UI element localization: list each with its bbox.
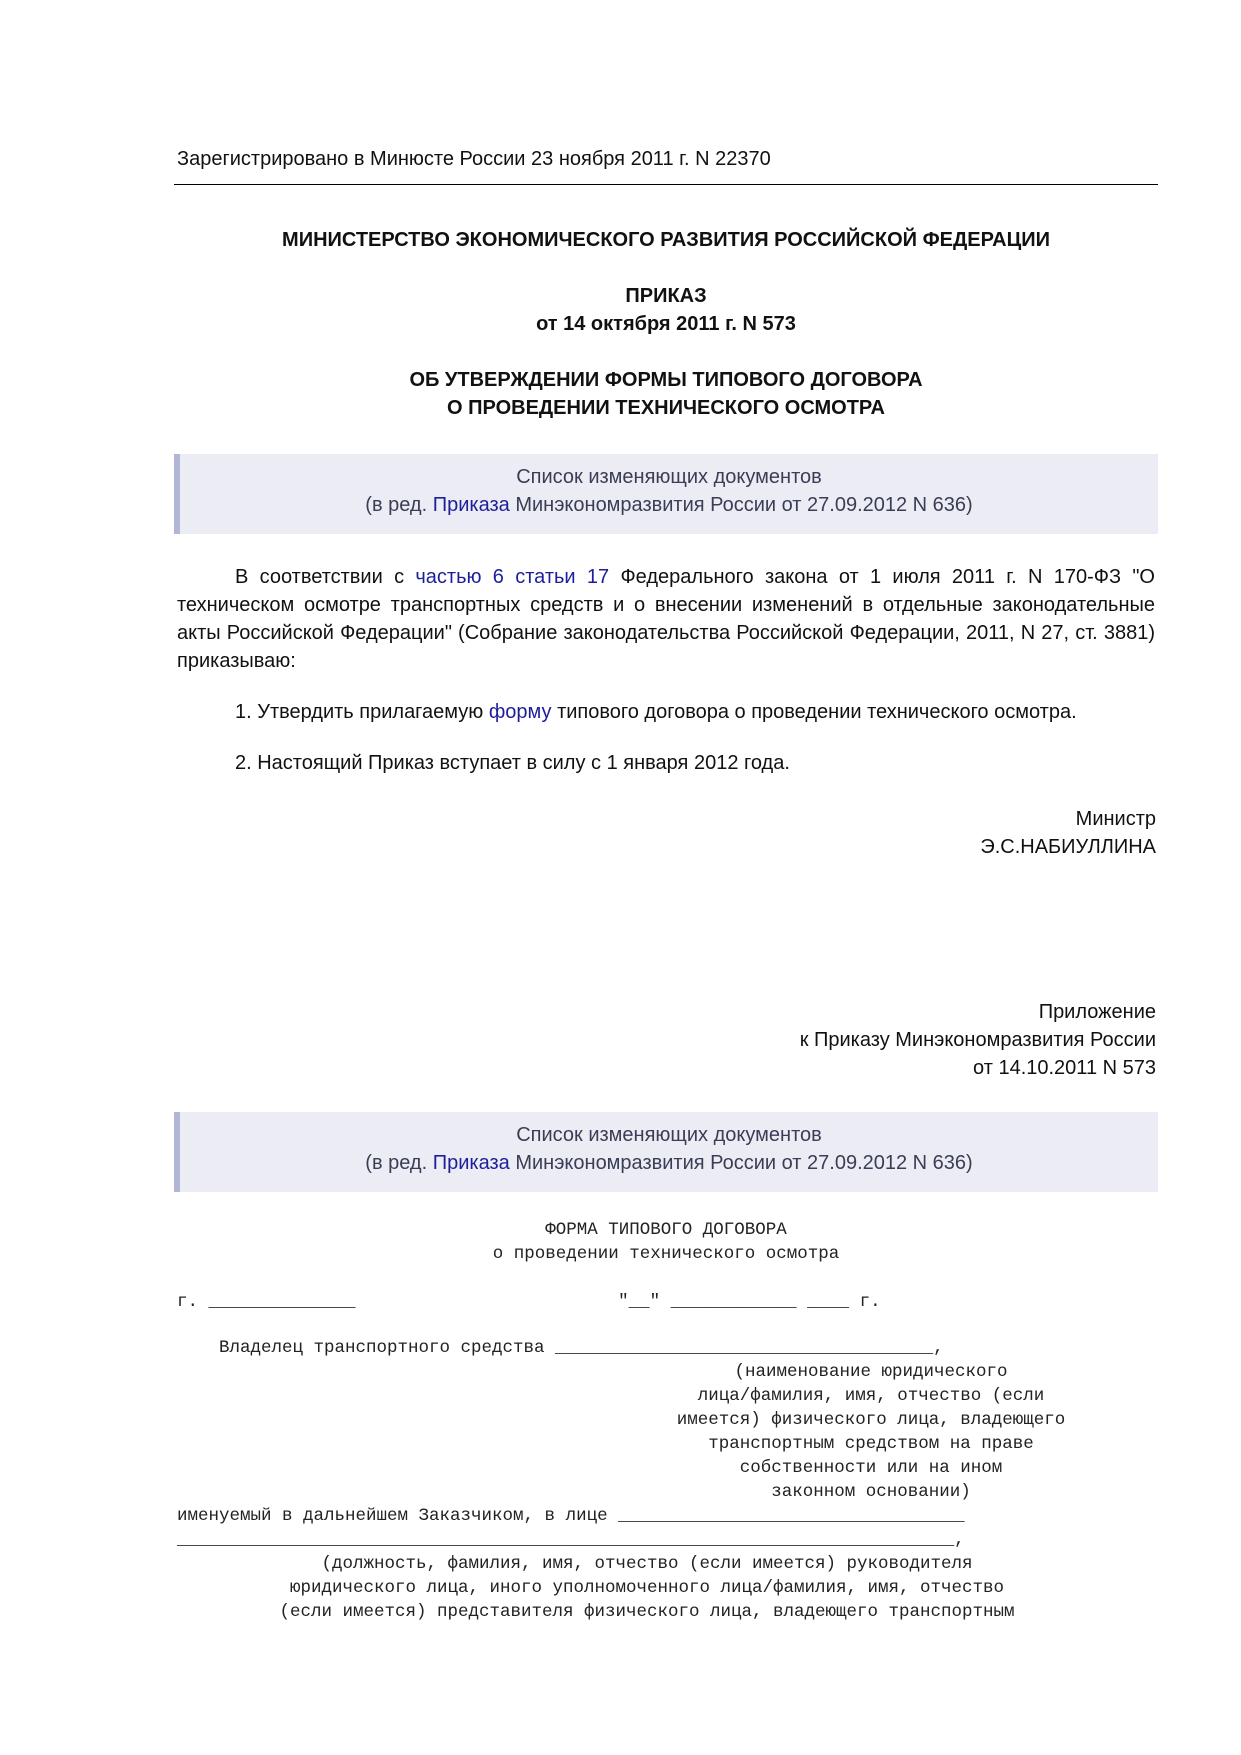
changes-title: Список изменяющих документов xyxy=(516,466,822,488)
changes-suffix: Минэкономразвития России от 27.09.2012 N 636) xyxy=(509,494,973,516)
rep-note-3: (если имеется) представителя физического лица, владеющего транспортным xyxy=(279,1602,1015,1622)
header-rule xyxy=(174,184,1158,185)
order-title: ПРИКАЗ xyxy=(625,285,707,307)
signature-name: Э.С.НАБИУЛЛИНА xyxy=(980,836,1156,858)
preamble-after: Федерального закона от 1 июля 2011 г. N 170-ФЗ "О техническом осмотре транспортных средств и о внесении изменений в отдельные законодательные акты Российской Федерации" (Собрание законодательства Российской Федерации, 2011, N 27, ст. 3881) приказываю: xyxy=(177,566,1155,672)
form-title-1: ФОРМА ТИПОВОГО ДОГОВОРА xyxy=(545,1220,787,1240)
order-date: от 14 октября 2011 г. N 573 xyxy=(536,313,796,335)
registration-note: Зарегистрировано в Минюсте России 23 ноября 2011 г. N 22370 xyxy=(177,148,771,170)
changes-link[interactable]: Приказа xyxy=(432,494,510,516)
changes-prefix-2: (в ред. xyxy=(365,1152,433,1174)
appendix-line-1: Приложение xyxy=(1038,1001,1156,1023)
owner-note-4: транспортным средством на праве xyxy=(708,1434,1034,1454)
signature-position: Министр xyxy=(1075,808,1156,830)
appendix-line-2: к Приказу Минэкономразвития России xyxy=(799,1029,1156,1051)
owner-note-5: собственности или на ином xyxy=(739,1458,1003,1478)
form-customer-line: именуемый в дальнейшем Заказчиком, в лице _________________________________ xyxy=(177,1506,965,1526)
signature-block xyxy=(980,805,1156,861)
rep-note-1: (должность, фамилия, имя, отчество (если имеется) руководителя xyxy=(321,1554,973,1574)
form-link[interactable]: форму xyxy=(488,701,552,723)
changes-ref-2 xyxy=(180,1149,1158,1177)
owner-note-1: (наименование юридического xyxy=(734,1362,1008,1382)
law-article-link[interactable]: частью 6 статьи 17 xyxy=(415,566,610,588)
preamble-paragraph xyxy=(177,563,1155,675)
form-city-date-line: г. ______________ "__" ____________ ____ г. xyxy=(177,1292,881,1312)
form-title-2: о проведении технического осмотра xyxy=(492,1244,840,1264)
item1-after: типового договора о проведении технического осмотра. xyxy=(551,701,1077,723)
order-item-1 xyxy=(235,701,1077,724)
order-item-2: 2. Настоящий Приказ вступает в силу с 1 января 2012 года. xyxy=(235,752,790,774)
owner-note-3: имеется) физического лица, владеющего xyxy=(676,1410,1066,1430)
subject-line-1: ОБ УТВЕРЖДЕНИИ ФОРМЫ ТИПОВОГО ДОГОВОРА xyxy=(409,369,923,391)
form-owner-line: Владелец транспортного средства ____________________________________, xyxy=(177,1338,944,1358)
changes-prefix: (в ред. xyxy=(365,494,433,516)
changes-box-2 xyxy=(174,1112,1158,1192)
owner-note-2: лица/фамилия, имя, отчество (если xyxy=(697,1386,1045,1406)
changes-suffix-2: Минэкономразвития России от 27.09.2012 N 636) xyxy=(509,1152,973,1174)
changes-title-2: Список изменяющих документов xyxy=(516,1124,822,1146)
appendix-line-3: от 14.10.2011 N 573 xyxy=(973,1057,1156,1079)
changes-link-2[interactable]: Приказа xyxy=(432,1152,510,1174)
rep-note-2: юридического лица, иного уполномоченного лица/фамилия, имя, отчество xyxy=(289,1578,1005,1598)
subject-line-2: О ПРОВЕДЕНИИ ТЕХНИЧЕСКОГО ОСМОТРА xyxy=(447,397,885,419)
owner-note-6: законном основании) xyxy=(771,1482,971,1502)
changes-box xyxy=(174,454,1158,534)
ministry-heading: МИНИСТЕРСТВО ЭКОНОМИЧЕСКОГО РАЗВИТИЯ РОССИЙСКОЙ ФЕДЕРАЦИИ xyxy=(282,229,1050,251)
preamble-before: В соответствии с xyxy=(235,566,416,588)
changes-ref xyxy=(180,491,1158,519)
item1-before: 1. Утвердить прилагаемую xyxy=(235,701,489,723)
form-blank-line: __________________________________________________________________________, xyxy=(177,1530,965,1550)
appendix-block xyxy=(800,998,1156,1082)
